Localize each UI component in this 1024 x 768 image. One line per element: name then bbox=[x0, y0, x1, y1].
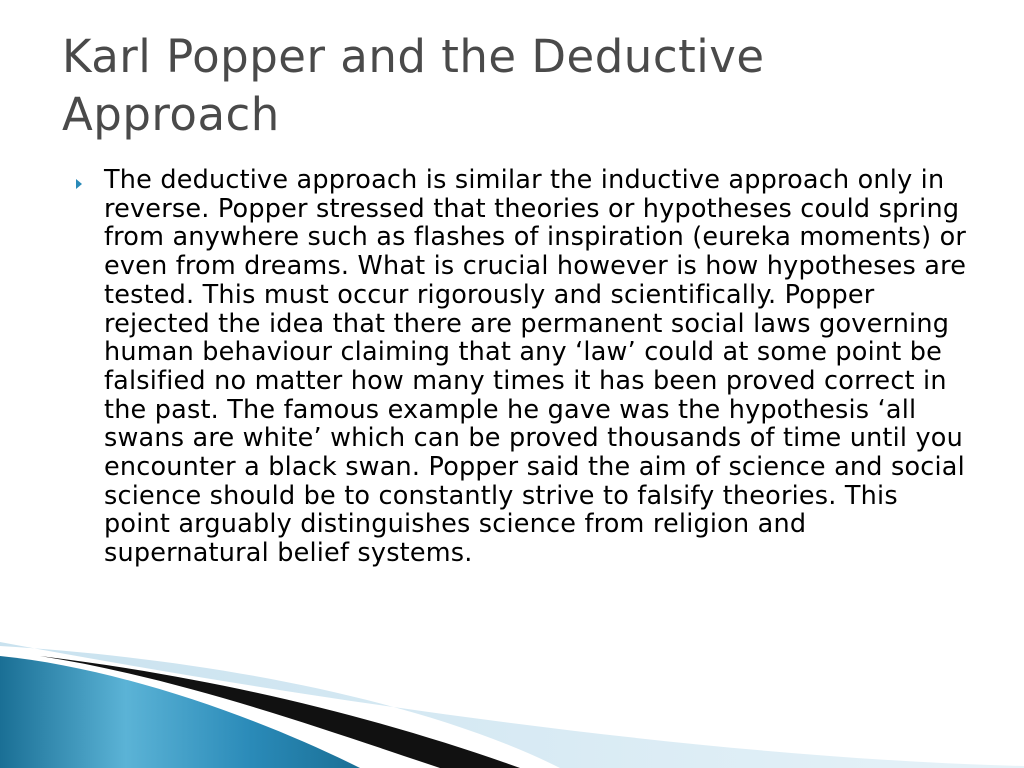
bullet-text: The deductive approach is similar the inductive approach only in reverse. Popper stressed that theories or hypotheses could spring from anywhere such as flashes of inspiration (eureka moments) or even from dreams. What is crucial however is how hypotheses are tested. This must occur rigorously and scientifically. Popper rejected the idea that there are permanent social laws governing human behaviour claiming that any ‘law’ could at some point be falsified no matter how many times it has been proved correct in the past. The famous example he gave was the hypothesis ‘all swans are white’ which can be proved thousands of time until you encounter a black swan. Popper said the aim of science and social science should be to constantly strive to falsify theories. This point arguably distinguishes science from religion and supernatural belief systems. bbox=[104, 165, 967, 569]
bullet-list bbox=[72, 166, 967, 568]
slide-title: Karl Popper and the Deductive Approach bbox=[62, 30, 765, 141]
wave-decoration bbox=[0, 638, 1024, 768]
bullet-item bbox=[72, 166, 967, 568]
triangle-bullet-icon bbox=[76, 179, 82, 189]
